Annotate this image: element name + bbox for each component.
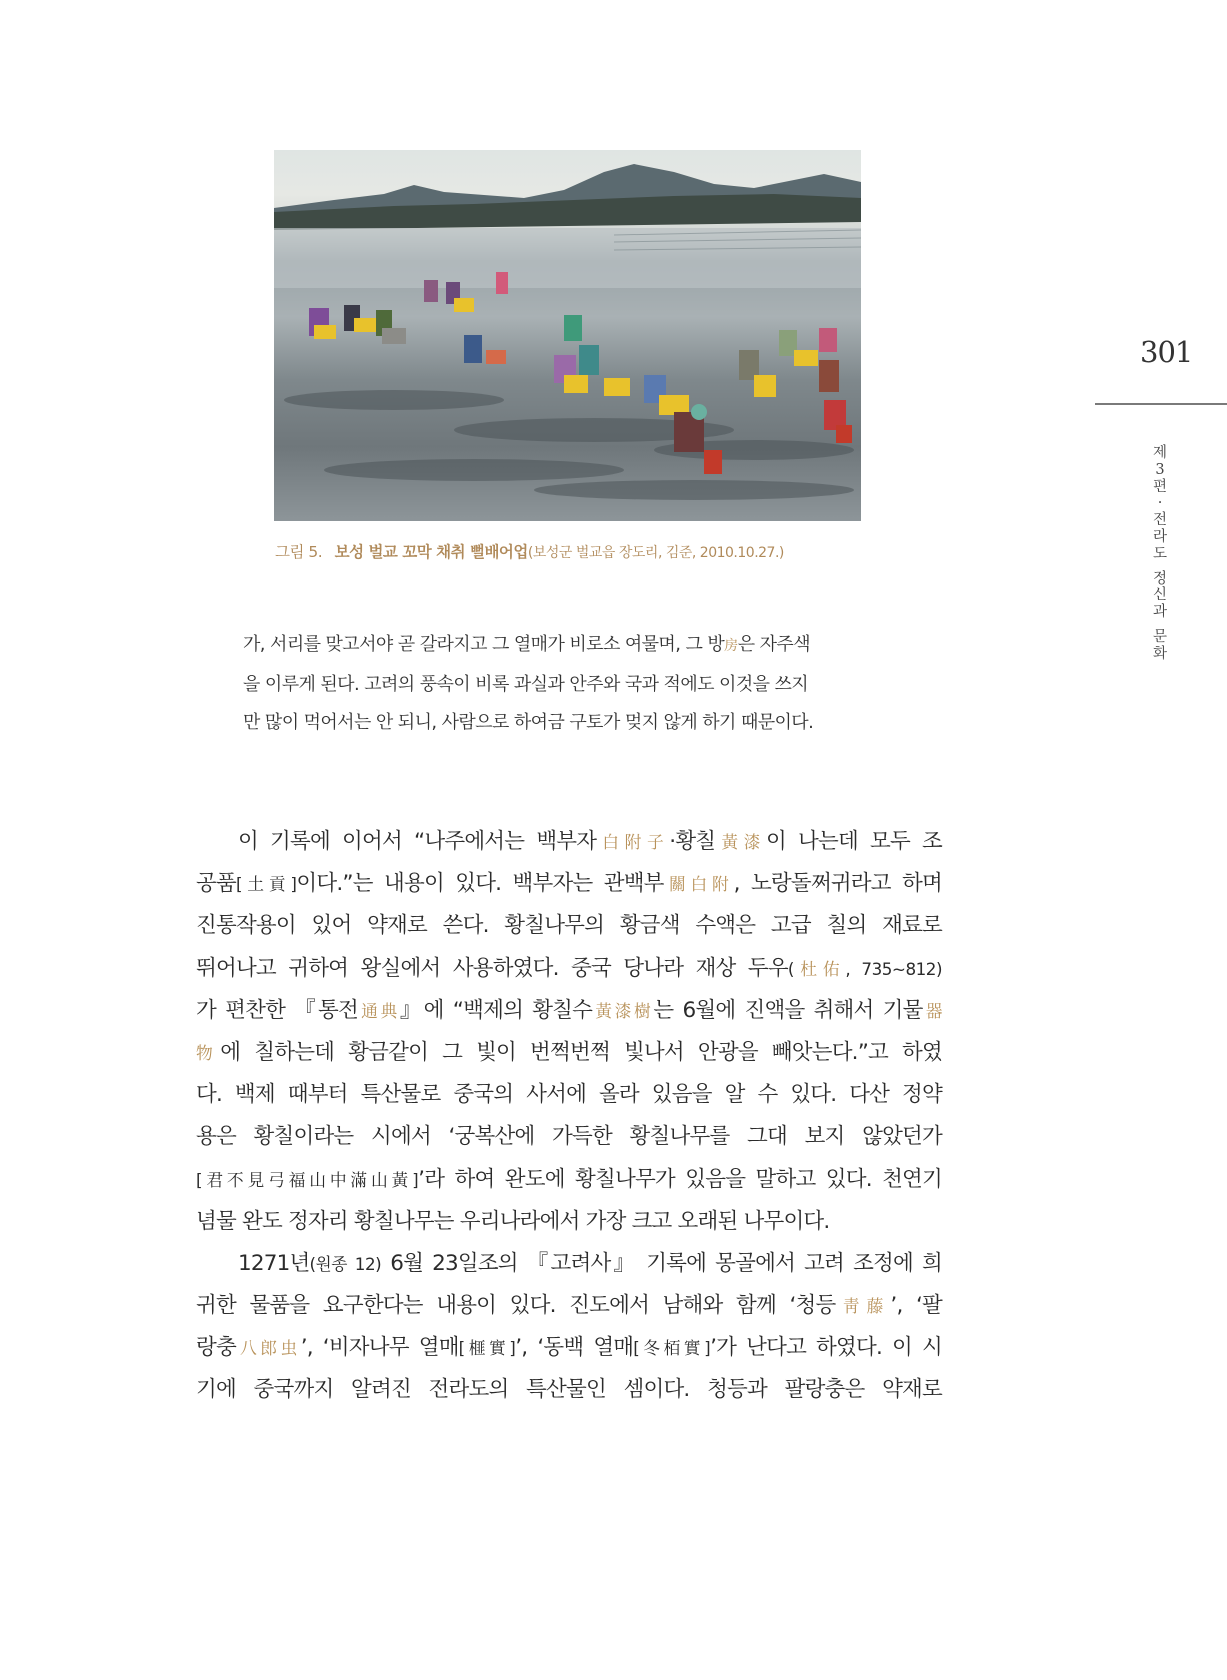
hanja-annotation: 八郎虫 [235, 1338, 301, 1359]
hanja-annotation: 房 [724, 638, 738, 654]
body-line: 진통작용이 있어 약재로 쓴다. 황칠나무의 황금색 수액은 고급 칠의 재료로 [196, 913, 942, 939]
header-rule [1095, 403, 1227, 405]
body-line: 物에 칠하는데 황금같이 그 빛이 번쩍번쩍 빛나서 안광을 빼앗는다.”고 하였 [196, 1039, 942, 1065]
quoted-passage [243, 626, 903, 743]
quote-line: 만 많이 먹어서는 안 되니, 사람으로 하여금 구토가 멎지 않게 하기 때문이다. [243, 712, 814, 733]
running-head-char: 정 [1152, 570, 1167, 587]
figure-number: 그림 5. [275, 543, 323, 561]
body-line: 기에 중국까지 알려진 전라도의 특산물인 셈이다. 청등과 팔랑충은 약재로 [196, 1377, 942, 1403]
small-annotation: , 735~812) [845, 958, 943, 979]
body-text [196, 821, 942, 1412]
hanja-annotation: 靑藤 [835, 1296, 891, 1317]
small-annotation: [土貢] [235, 874, 297, 895]
hanja-annotation: 器 [922, 1000, 942, 1021]
body-line: 공품[土貢]이다.”는 내용이 있다. 백부자는 관백부關白附, 노랑돌쩌귀라고 하며 [196, 871, 942, 897]
quote-line: 가, 서리를 맞고서야 곧 갈라지고 그 열매가 비로소 여물며, 그 방房은 자주색 [243, 634, 810, 655]
small-annotation: (원종 12) [309, 1253, 382, 1274]
running-head-char: 문 [1152, 628, 1167, 645]
body-line: 가 편찬한 『통전通典』에 “백제의 황칠수黃漆樹는 6월에 진액을 취해서 기물器 [196, 997, 942, 1023]
body-line: 이 기록에 이어서 “나주에서는 백부자白附子·황칠黃漆이 나는데 모두 조 [238, 829, 943, 854]
quote-line: 을 이루게 된다. 고려의 풍속이 비록 과실과 안주와 국과 적에도 이것을 쓰지 [243, 673, 809, 695]
body-line: 귀한 물품을 요구한다는 내용이 있다. 진도에서 남해와 함께 ‘청등靑藤’, ‘팔 [196, 1293, 942, 1319]
section-running-head [1150, 445, 1170, 663]
hanja-annotation: 黃漆 [715, 832, 766, 852]
hanja-annotation: 通典 [357, 1000, 400, 1021]
body-line: 랑충八郎虫’, ‘비자나무 열매[榧實]’, ‘동백 열매[冬栢實]’가 난다고 하였다. 이 시 [196, 1335, 942, 1361]
body-line: 다. 백제 때부터 특산물로 중국의 사서에 올라 있음을 알 수 있다. 다산 정약 [196, 1082, 942, 1108]
small-annotation: [榧實] [458, 1338, 516, 1359]
hanja-annotation: 物 [196, 1042, 221, 1063]
small-annotation: [冬栢實] [633, 1338, 711, 1359]
running-head-char: 전 [1152, 512, 1167, 529]
hanja-annotation: 關白附 [663, 874, 734, 895]
figure-caption [275, 540, 784, 562]
page-number: 301 [1140, 335, 1193, 369]
body-line: [君不見弓福山中滿山黃]’라 하여 완도에 황칠나무가 있음을 말하고 있다. 천연기 [196, 1166, 942, 1192]
hanja-annotation: 黃漆樹 [592, 1000, 654, 1021]
figure-source: (보성군 벌교읍 장도리, 김준, 2010.10.27.) [527, 545, 784, 561]
running-head-char: 화 [1152, 645, 1167, 662]
figure-title: 보성 벌교 꼬막 채취 뻘배어업 [334, 543, 528, 561]
running-head-char: 과 [1152, 604, 1167, 621]
body-line: 용은 황칠이라는 시에서 ‘궁복산에 가득한 황칠나무를 그대 보지 않았던가 [196, 1124, 942, 1150]
body-line: 념물 완도 정자리 황칠나무는 우리나라에서 가장 크고 오래된 나무이다. [196, 1208, 830, 1234]
running-head-char: 신 [1152, 587, 1167, 604]
running-head-char: 도 [1152, 545, 1167, 562]
mudflat-photo-illustration [274, 150, 861, 521]
hanja-annotation: 白附子 [596, 832, 670, 852]
small-annotation: [君不見弓福山中滿山黃] [196, 1169, 419, 1190]
running-head-char: 제 [1152, 445, 1167, 461]
running-head-char: 3 [1155, 461, 1165, 478]
hanja-annotation: 杜佑 [793, 958, 846, 979]
running-head-char: · [1157, 495, 1163, 512]
figure-photo [274, 150, 861, 521]
small-annotation: ( [787, 958, 794, 979]
body-line: 뛰어나고 귀하여 왕실에서 사용하였다. 중국 당나라 재상 두우(杜佑, 735~812) [196, 955, 943, 981]
running-head-char: 편 [1152, 478, 1167, 495]
running-head-char: 라 [1152, 528, 1167, 545]
body-line: 1271년(원종 12) 6월 23일조의 『고려사』 기록에 몽골에서 고려 조정에 희 [238, 1250, 942, 1276]
